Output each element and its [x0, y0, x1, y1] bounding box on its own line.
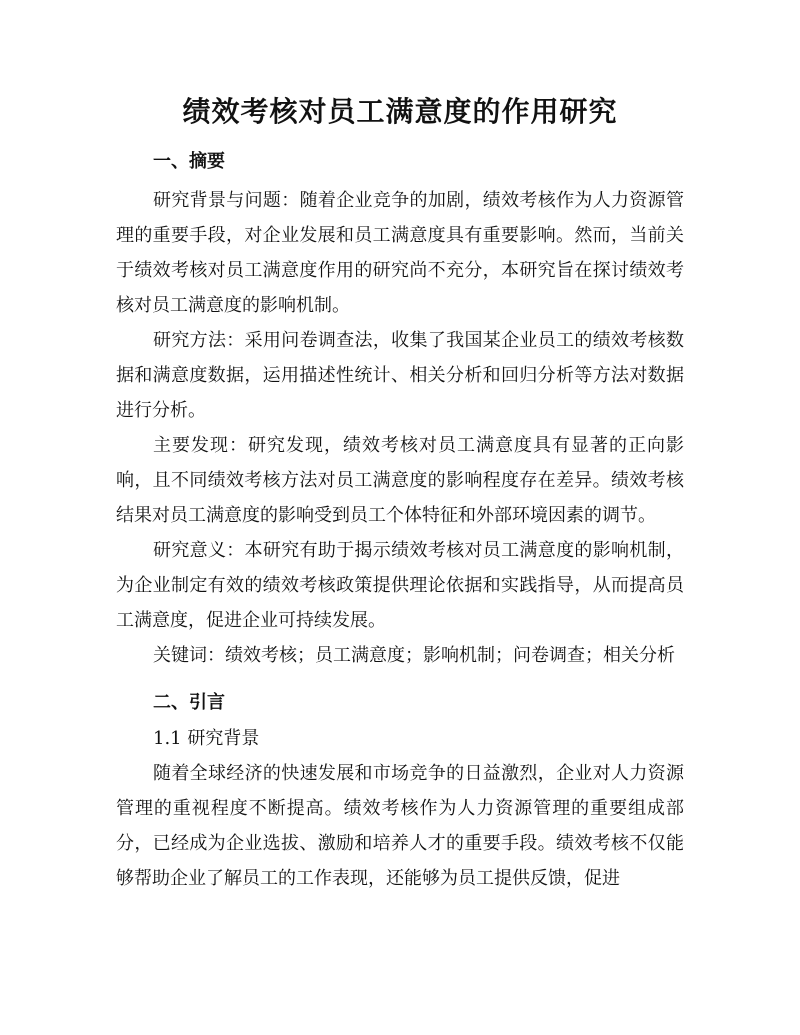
abstract-paragraph-significance: 研究意义：本研究有助于揭示绩效考核对员工满意度的影响机制，为企业制定有效的绩效考核政策提供理论依据和实践指导，从而提高员工满意度，促进企业可持续发展。 — [116, 540, 684, 631]
intro-paragraph: 随着全球经济的快速发展和市场竞争的日益激烈，企业对人力资源管理的重视程度不断提高。绩效考核作为人力资源管理的重要组成部分，已经成为企业选拔、激励和培养人才的重要手段。绩效考核不仅能够帮助企业了解员工的工作表现，还能够为员工提供反馈，促进 — [116, 763, 684, 889]
subsection-heading-background: 1.1 研究背景 — [153, 728, 260, 749]
section-heading-introduction: 二、引言 — [153, 692, 225, 713]
section-heading-abstract: 一、摘要 — [153, 151, 225, 172]
abstract-keywords: 关键词：绩效考核；员工满意度；影响机制；问卷调查；相关分析 — [153, 645, 675, 666]
abstract-paragraph-background: 研究背景与问题：随着企业竞争的加剧，绩效考核作为人力资源管理的重要手段，对企业发展和员工满意度具有重要影响。然而，当前关于绩效考核对员工满意度作用的研究尚不充分，本研究旨在探讨绩效考核对员工满意度的影响机制。 — [116, 190, 684, 316]
abstract-paragraph-method: 研究方法：采用问卷调查法，收集了我国某企业员工的绩效考核数据和满意度数据，运用描述性统计、相关分析和回归分析等方法对数据进行分析。 — [116, 330, 684, 421]
document-title: 绩效考核对员工满意度的作用研究 — [182, 95, 618, 128]
abstract-paragraph-findings: 主要发现：研究发现，绩效考核对员工满意度具有显著的正向影响，且不同绩效考核方法对员工满意度的影响程度存在差异。绩效考核结果对员工满意度的影响受到员工个体特征和外部环境因素的调节。 — [116, 435, 684, 526]
